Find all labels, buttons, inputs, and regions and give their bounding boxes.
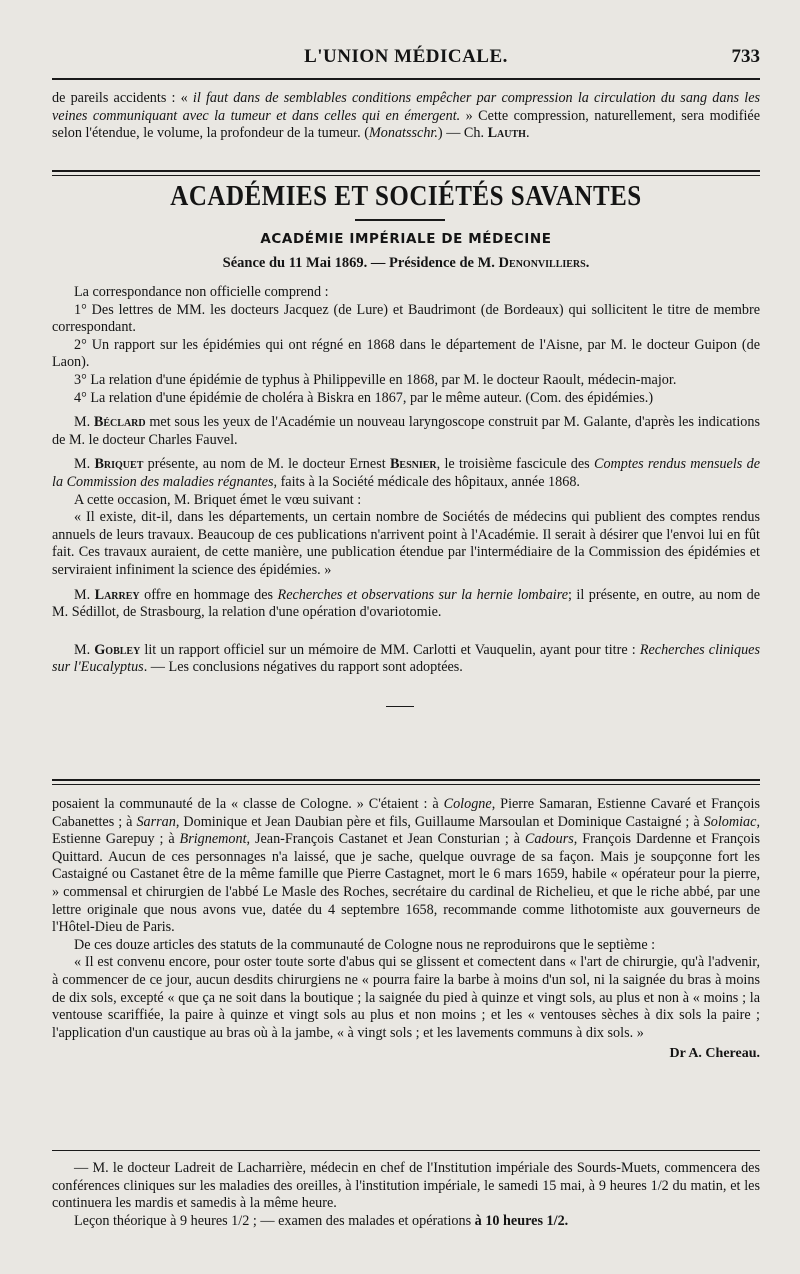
section-rule-top [52,170,760,172]
paragraph-briquet: M. Briquet présente, au nom de M. le docteur Ernest Besnier, le troisième fascicule des Comptes rendus mensuels de la Commission des maladies régnantes, faits à la Société médicale des hôpitaux, année 1868. [52,456,760,490]
paragraph-septieme-article: « Il est convenu encore, pour oster toute sorte d'abus qui se glissent et comectent dans « l'art de chirurgie, qu'à l'advenir, à commencer de ce jour, aucun desdits chirurgiens ne « pourra faire la barbe à moins d'un sol, ni la saignée du bras à moins de dix sols, excepté « que ça ne soit dans la boutique ; la saignée du pied à quinze et vingt sols, au plus et non à « moins ; la ventouse scariffiée, la paire à quinze et vingt sols au plus et non moins ; et les « ventouses sèches à dix sols la paire ; l'application d'un caustique au bras où à la jambe, « à vingt sols ; et les lavements communs à dix sols. » [52,954,760,1041]
lauth-paragraph: de pareils accidents : « il faut dans de semblables conditions empêcher par compression la circulation du sang dans les veines communiquant avec la tumeur et dans celles qui en émergent. » Cette compression, naturellement, sera modifiée selon l'étendue, le volume, la profondeur de la tumeur. (Monatsschr.) — Ch. Lauth. [52,90,761,142]
feuilleton [52,796,760,1063]
academy-title: ACADÉMIE IMPÉRIALE DE MÉDECINE [260,231,552,247]
paragraph-beclard: M. Béclard met sous les yeux de l'Académie un nouveau laryngoscope construit par M. Galante, d'après les indications de M. le docteur Charles Fauvel. [52,414,760,448]
paragraph-larrey: M. Larrey offre en hommage des Recherches et observations sur la hernie lombaire; il présente, en outre, au nom de M. Sédillot, de Strasbourg, la relation d'une opération d'ovariotomie. [52,586,760,621]
paragraph-rapport-aisne: 2° Un rapport sur les épidémies qui ont régné en 1868 dans le département de l'Aisne, par M. le docteur Guipon (de Laon). [52,336,760,371]
page-header [52,44,760,74]
paragraph-statuts: De ces douze articles des statuts de la communauté de Cologne nous ne reproduirons que le septième : [74,936,656,953]
paragraph-cholera: 4° La relation d'une épidémie de choléra à Biskra en 1867, par le même auteur. (Com. des épidémies.) [74,389,654,406]
signature: Dr A. Chereau. [669,1046,760,1062]
section-title: ACADÉMIES ET SOCIÉTÉS SAVANTES [170,180,642,212]
seance-line: Séance du 11 Mai 1869. — Présidence de M. Denonvilliers. [222,255,590,271]
paragraph-lecon: Leçon théorique à 9 heures 1/2 ; — examen des malades et opérations à 10 heures 1/2. [74,1212,569,1229]
paragraph-letters: 1° Des lettres de MM. les docteurs Jacquez (de Lure) et Baudrimont (de Bordeaux) qui sollicitent le titre de membre correspondant. [52,301,760,336]
paragraph-lacharriere: — M. le docteur Ladreit de Lacharrière, médecin en chef de l'Institution impériale des Sourds-Muets, commencera des conférences cliniques sur les maladies des oreilles, à l'institution impériale, le samedi 15 mai, à 9 heures 1/2 du matin, et les continuera les mardis et samedis à la même heure. [52,1160,760,1212]
feuilleton-rule-thin [52,784,760,785]
paragraph-gobley: M. Gobley lit un rapport officiel sur un mémoire de MM. Carlotti et Vauquelin, ayant pour titre : Recherches cliniques sur l'Eucalyptus. — Les conclusions négatives du rapport sont adoptées. [52,641,760,676]
separator-dash [386,706,414,707]
announcement [52,1160,760,1230]
paragraph-voeu: A cette occasion, M. Briquet émet le vœu suivant : [74,491,362,508]
paragraph-correspondance: La correspondance non officielle comprend : [74,284,329,300]
header-rule [52,78,760,80]
academy-proceedings [52,284,760,677]
journal-title: L'UNION MÉDICALE. [304,46,508,67]
title-underline [355,219,445,221]
paragraph-voeu-quote: « Il existe, dit-il, dans les départements, un certain nombre de Sociétés de médecins qui publient des comptes rendus annuels de leurs travaux. Beaucoup de ces publications n'arrivent point à l'Académie. Il serait à désirer que l'envoi lui en fût fait. Ces travaux auraient, de cette manière, une publication étendue par l'intermédiaire de la Commission des épidémies et serviraient infiniment la science des épidémies. » [52,509,760,578]
page-number: 733 [731,46,760,67]
bottom-rule [52,1150,760,1151]
paragraph-cologne-members: posaient la communauté de la « classe de Cologne. » C'étaient : à Cologne, Pierre Samaran, Estienne Cavaré et François Cabanettes ; à Sarran, Dominique et Jean Daubian père et fils, Guillaume Marsoulan et Dominique Castaigné ; à Solomiac, Estienne Garepuy ; à Brignemont, Jean-François Castanet et Jean Consturian ; à Cadours, François Dardenne et François Quittard. Aucun de ces personnages n'a laissé, que je sache, quelque ouvrage de sa façon. Mais je soupçonne fort les Castaigné ou Castanet être de la même famille que Pierre Castagnet, mort le 6 mars 1659, habile « opérateur pour la pierre, » commensal et chirurgien de l'abbé Le Masle des Roches, secrétaire du cardinal de Richelieu, et que le riche abbé, par une lettre originale que nous avons vue, datée du 4 septembre 1658, recommande comme lithotomiste aux gouverneurs de l'Hôtel-Dieu de Paris. [52,796,760,936]
feuilleton-rule-top [52,779,760,781]
top-paragraph [52,90,760,143]
section-rule-top-thin [52,175,760,176]
paragraph-typhus: 3° La relation d'une épidémie de typhus à Philippeville en 1868, par M. le docteur Raoult, médecin-major. [74,371,677,388]
